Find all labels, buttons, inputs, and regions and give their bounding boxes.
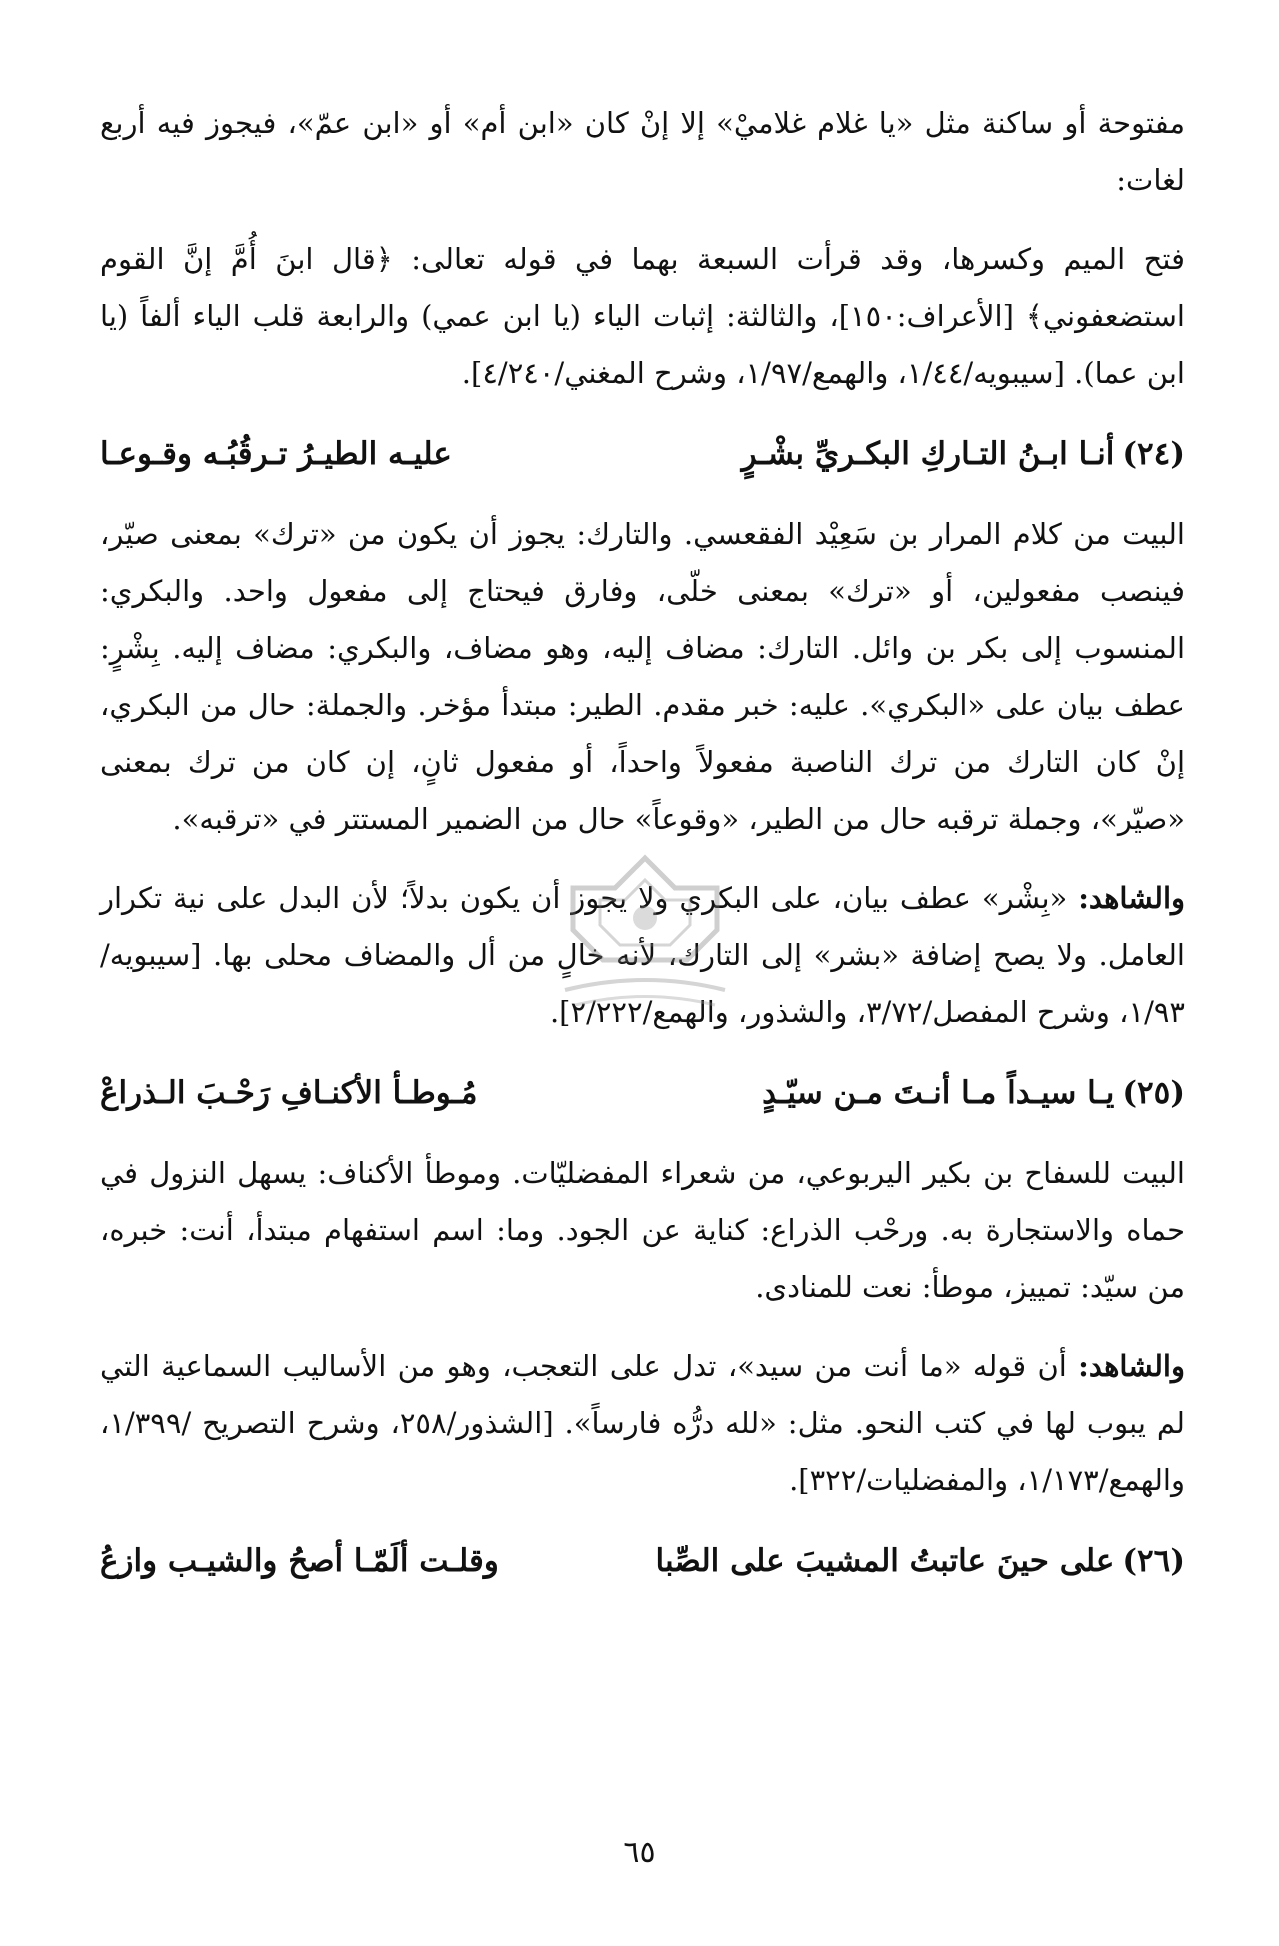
shahid-24-text: «بِشْر» عطف بيان، على البكري ولا يجوز أن يكون بدلاً؛ لأن البدل على نية تكرار العامل. ولا يصح إضافة «بشر» إلى التارك، لأنه خالٍ من أل والمضاف محلى بها. [سيبويه/١/٩٣، وشرح المفصل/٣/٧٢، والشذور، والهمع/٢/٢٢٢]. — [100, 881, 1185, 1029]
verse-25-number: (٢٥) — [1122, 1075, 1185, 1111]
verse-26-first-text: على حينَ عاتبتُ المشيبَ على الصِّبا — [655, 1543, 1115, 1579]
verse-25 — [100, 1063, 1185, 1123]
paragraph-verse-24-explanation: البيت من كلام المرار بن سَعِيْد الفقعسي. والتارك: يجوز أن يكون من «ترك» بمعنى صيّر، فينصب مفعولين، أو «ترك» بمعنى خلّى، وفارق فيحتاج إلى مفعول واحد. والبكري: المنسوب إلى بكر بن وائل. التارك: مضاف إليه، وهو مضاف، والبكري: مضاف إليه. بِشْرٍ: عطف بيان على «البكري». عليه: خبر مقدم. الطير: مبتدأ مؤخر. والجملة: حال من البكري، إنْ كان التارك من ترك الناصبة مفعولاً واحداً، أو مفعول ثانٍ، إن كان من ترك بمعنى «صيّر»، وجملة ترقبه حال من الطير، «وقوعاً» حال من الضمير المستتر في «ترقبه». — [100, 517, 1185, 836]
shahid-25-text: أن قوله «ما أنت من سيد»، تدل على التعجب، وهو من الأساليب السماعية التي لم يبوب لها في كتب النحو. مثل: «لله درُّه فارساً». [الشذور/٢٥٨، وشرح التصريح /١/٣٩٩، والهمع/١/١٧٣، والمفضليات/٣٢٢]. — [100, 1349, 1185, 1497]
verse-25-first-text: يـا سيـداً مـا أنـتَ مـن سيّـدٍ — [762, 1075, 1115, 1111]
verse-26-number: (٢٦) — [1122, 1543, 1185, 1579]
paragraph-verse-25-shahid — [100, 1338, 1185, 1509]
verse-26 — [100, 1531, 1185, 1591]
verse-25-second-hemistich: مُـوطـأ الأكنـافِ رَحْـبَ الـذراعْ — [100, 1075, 478, 1111]
paragraph-verse-25-explanation: البيت للسفاح بن بكير اليربوعي، من شعراء المفضليّات. وموطأ الأكناف: يسهل النزول في حماه والاستجارة به. ورحْب الذراع: كناية عن الجود. وما: اسم استفهام مبتدأ، أنت: خبره، من سيّد: تمييز، موطأ: نعت للمنادى. — [100, 1156, 1185, 1304]
shahid-24-lead: والشاهد: — [1078, 881, 1186, 915]
verse-24-number: (٢٤) — [1122, 436, 1185, 472]
top-paragraphs — [100, 95, 1185, 402]
library-seal-watermark-icon — [545, 850, 745, 1020]
verse-26-second-hemistich: وقلـت ألَمّـا أصحُ والشيـب وازعُ — [100, 1543, 499, 1579]
verse-24-first-hemistich — [742, 424, 1185, 484]
paragraph-readings: فتح الميم وكسرها، وقد قرأت السبعة بهما في قوله تعالى: ﴿قال ابنَ أُمَّ إنَّ القوم استضعفوني﴾ [الأعراف:١٥٠]، والثالثة: إثبات الياء (يا ابن عمي) والرابعة قلب الياء ألفاً (يا ابن عما). [سيبويه/١/٤٤، والهمع/١/٩٧، وشرح المغني/٤/٢٤٠]. — [100, 242, 1185, 390]
verse-24-second-hemistich: عليـه الطيـرُ تـرقُبُـه وقـوعـا — [100, 436, 452, 472]
verse-25-first-hemistich — [762, 1063, 1185, 1123]
verse-26-first-hemistich — [656, 1531, 1185, 1591]
verse-24-first-text: أنـا ابـنُ التـاركِ البكـريِّ بشْـرٍ — [741, 436, 1115, 472]
verse-24 — [100, 424, 1185, 484]
page-number: ٦٥ — [623, 1835, 656, 1870]
paragraph-intro: مفتوحة أو ساكنة مثل «يا غلام غلاميْ» إلا إنْ كان «ابن أم» أو «ابن عمّ»، فيجوز فيه أربع لغات: — [100, 106, 1185, 197]
shahid-25-lead: والشاهد: — [1078, 1349, 1185, 1383]
